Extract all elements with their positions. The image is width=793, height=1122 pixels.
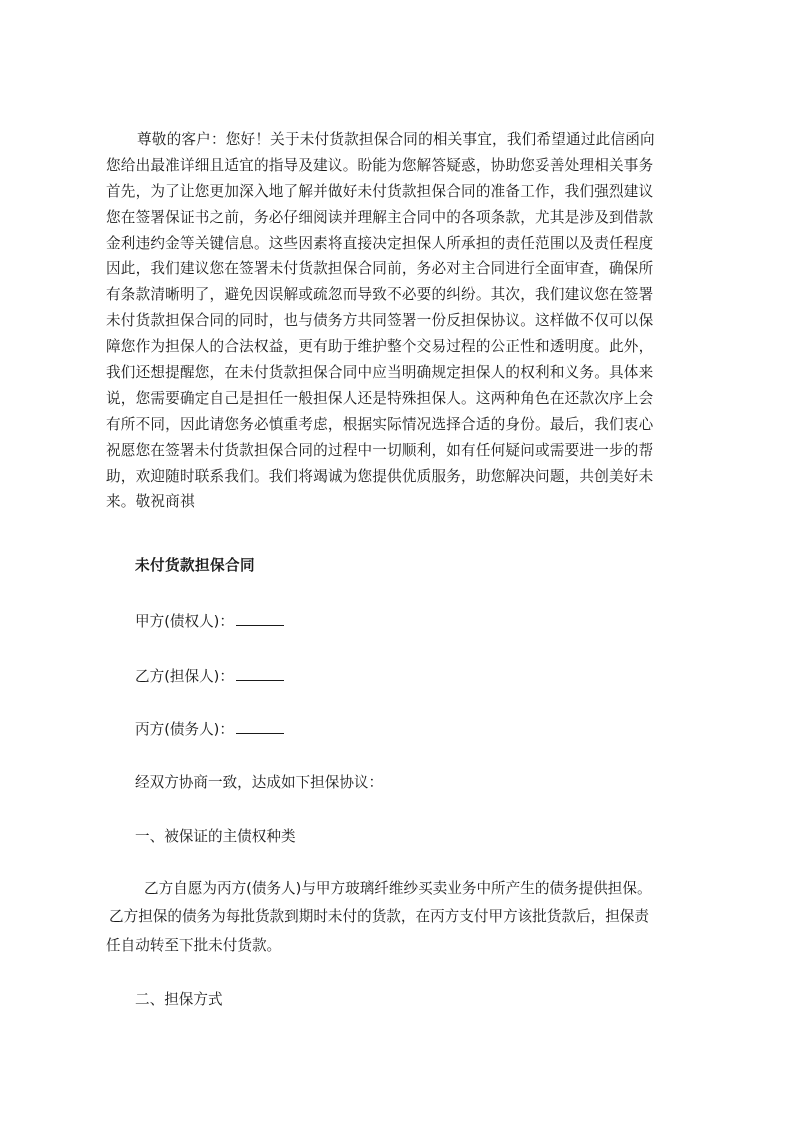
section-1-line: 乙方担保的债务为每批货款到期时未付的货款，在丙方支付甲方该批货款后，担保责 xyxy=(109,908,649,926)
agreement-intro: 经双方协商一致，达成如下担保协议： xyxy=(135,774,384,791)
intro-line: 您给出最准详细且适宜的指导及建议。盼能为您解答疑惑，协助您妥善处理相关事务 xyxy=(106,156,654,174)
intro-line: 因此，我们建议您在签署未付货款担保合同前，务必对主合同进行全面审查，确保所 xyxy=(106,260,654,278)
intro-line: 来。敬祝商祺 xyxy=(106,493,195,511)
section-2-title: 二、担保方式 xyxy=(135,991,223,1008)
party-c xyxy=(135,718,284,739)
intro-letter xyxy=(106,127,702,515)
intro-line: 有条款清晰明了，避免因误解或疏忽而导致不必要的纠纷。其次，我们建议您在签署 xyxy=(106,286,654,304)
intro-line: 尊敬的客户：您好！关于未付货款担保合同的相关事宜，我们希望通过此信函向 xyxy=(137,131,655,148)
section-1-title: 一、被保证的主债权种类 xyxy=(135,828,296,845)
intro-line: 有所不同，因此请您务必慎重考虑，根据实际情况选择合适的身份。最后，我们衷心 xyxy=(106,415,654,433)
party-a-blank-field xyxy=(236,613,284,626)
intro-line: 说，您需要确定自己是担任一般担保人还是特殊担保人。这两种角色在还款次序上会 xyxy=(106,389,654,407)
intro-line: 您在签署保证书之前，务必仔细阅读并理解主合同中的各项条款，尤其是涉及到借款 xyxy=(106,208,654,226)
intro-line: 我们还想提醒您，在未付货款担保合同中应当明确规定担保人的权利和义务。具体来 xyxy=(106,364,654,382)
party-b-label: 乙方(担保人)： xyxy=(135,668,234,685)
intro-line: 助，欢迎随时联系我们。我们将竭诚为您提供优质服务，助您解决问题，共创美好未 xyxy=(106,467,654,485)
party-a xyxy=(135,610,284,631)
party-b-blank-field xyxy=(236,668,284,681)
party-b xyxy=(135,665,284,686)
intro-line: 金利违约金等关键信息。这些因素将直接决定担保人所承担的责任范围以及责任程度 xyxy=(106,234,654,252)
section-1-line: 任自动转至下批未付货款。 xyxy=(106,936,282,954)
intro-line: 障您作为担保人的合法权益，更有助于维护整个交易过程的公正性和透明度。此外， xyxy=(106,338,654,356)
intro-line: 祝愿您在签署未付货款担保合同的过程中一切顺利，如有任何疑问或需要进一步的帮 xyxy=(106,441,654,459)
party-a-label: 甲方(债权人)： xyxy=(135,613,234,630)
section-1-line: 乙方自愿为丙方(债务人)与甲方玻璃纤维纱买卖业务中所产生的债务提供担保。 xyxy=(144,880,652,897)
contract-title: 未付货款担保合同 xyxy=(135,557,255,574)
intro-line: 首先，为了让您更加深入地了解并做好未付货款担保合同的准备工作，我们强烈建议 xyxy=(106,182,654,200)
intro-line: 未付货款担保合同的同时，也与债务方共同签署一份反担保协议。这样做不仅可以保 xyxy=(106,312,654,330)
section-1-body xyxy=(106,875,702,960)
party-c-label: 丙方(债务人)： xyxy=(135,721,234,738)
party-c-blank-field xyxy=(236,721,284,734)
